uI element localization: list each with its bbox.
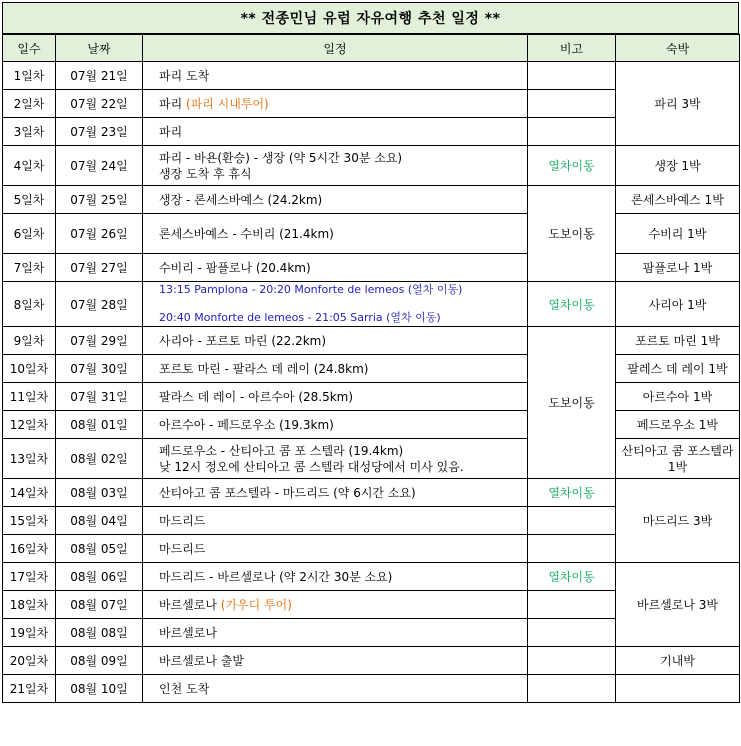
date-cell: 07월 31일: [56, 383, 143, 411]
plan-cell: 수비리 - 팜플로나 (20.4km): [143, 254, 528, 282]
itinerary-table: [2, 34, 740, 703]
date-cell: 08월 09일: [56, 647, 143, 675]
note-cell: [528, 619, 616, 647]
plan-cell: [143, 591, 528, 619]
date-cell: 07월 21일: [56, 62, 143, 90]
stay-cell: 페드로우소 1박: [616, 411, 740, 439]
table-row: [3, 146, 740, 186]
note-cell: [528, 118, 616, 146]
date-cell: 08월 08일: [56, 619, 143, 647]
itinerary: [2, 2, 739, 703]
train-line-2: 20:40 Monforte de lemeos - 21:05 Sarria (열차 이동): [159, 311, 441, 324]
plan-cell: 인천 도착: [143, 675, 528, 703]
plan-cell: 산티아고 콤 포스텔라 - 마드리드 (약 6시간 소요): [143, 479, 528, 507]
day-cell: 12일차: [3, 411, 56, 439]
table-row: [3, 479, 740, 507]
note-cell: 도보이동: [528, 186, 616, 282]
table-row: [3, 563, 740, 591]
date-cell: 07월 22일: [56, 90, 143, 118]
day-cell: 4일차: [3, 146, 56, 186]
stay-cell: 기내박: [616, 647, 740, 675]
note-cell: [528, 675, 616, 703]
day-cell: 21일차: [3, 675, 56, 703]
stay-cell: 론세스바예스 1박: [616, 186, 740, 214]
plan-highlight: (파리 시내투어): [186, 96, 269, 111]
day-cell: 8일차: [3, 282, 56, 327]
stay-cell: 사리아 1박: [616, 282, 740, 327]
plan-line-1: 파리 - 바욘(환승) - 생장 (약 5시간 30분 소요): [159, 150, 403, 165]
date-cell: 08월 03일: [56, 479, 143, 507]
date-cell: 08월 02일: [56, 439, 143, 479]
header-day: 일수: [3, 35, 56, 62]
date-cell: 07월 25일: [56, 186, 143, 214]
day-cell: 20일차: [3, 647, 56, 675]
table-row: [3, 355, 740, 383]
note-cell: [528, 535, 616, 563]
date-cell: 08월 01일: [56, 411, 143, 439]
date-cell: 07월 23일: [56, 118, 143, 146]
date-cell: 08월 07일: [56, 591, 143, 619]
table-row: [3, 439, 740, 479]
header-note: 비고: [528, 35, 616, 62]
date-cell: 07월 24일: [56, 146, 143, 186]
plan-cell: 파리 도착: [143, 62, 528, 90]
table-row: [3, 186, 740, 214]
plan-cell: 마드리드 - 바르셀로나 (약 2시간 30분 소요): [143, 563, 528, 591]
plan-cell: [143, 90, 528, 118]
note-cell: [528, 647, 616, 675]
table-row: [3, 411, 740, 439]
plan-cell: 마드리드: [143, 535, 528, 563]
date-cell: 07월 29일: [56, 327, 143, 355]
plan-line-2: 생장 도착 후 휴식: [159, 166, 252, 181]
date-cell: 07월 26일: [56, 214, 143, 254]
plan-cell: 파리: [143, 118, 528, 146]
day-cell: 6일차: [3, 214, 56, 254]
table-row: [3, 214, 740, 254]
plan-cell: 마드리드: [143, 507, 528, 535]
header-stay: 숙박: [616, 35, 740, 62]
stay-cell: [616, 439, 740, 479]
day-cell: 15일차: [3, 507, 56, 535]
plan-highlight: (가우디 투어): [220, 597, 292, 612]
header-row: [3, 35, 740, 62]
stay-cell: 마드리드 3박: [616, 479, 740, 563]
plan-cell: 바르셀로나 출발: [143, 647, 528, 675]
plan-cell: 아르수아 - 페드로우소 (19.3km): [143, 411, 528, 439]
date-cell: 07월 30일: [56, 355, 143, 383]
table-row: [3, 675, 740, 703]
date-cell: 08월 10일: [56, 675, 143, 703]
page-title: ** 전종민님 유럽 자유여행 추천 일정 **: [2, 2, 739, 34]
plan-text: 바르셀로나: [159, 597, 221, 612]
day-cell: 3일차: [3, 118, 56, 146]
train-line-1: 13:15 Pamplona - 20:20 Monforte de lemeos (열차 이동): [159, 283, 463, 296]
note-cell: [528, 90, 616, 118]
day-cell: 13일차: [3, 439, 56, 479]
day-cell: 5일차: [3, 186, 56, 214]
plan-cell: [143, 282, 528, 327]
plan-cell: [143, 439, 528, 479]
table-row: [3, 254, 740, 282]
note-cell: 열차이동: [528, 479, 616, 507]
plan-cell: 포르토 마린 - 팔라스 데 레이 (24.8km): [143, 355, 528, 383]
note-cell: [528, 591, 616, 619]
plan-line-2: 낮 12시 정오에 산티아고 콤 스텔라 대성당에서 미사 있음.: [159, 459, 464, 474]
plan-cell: 팔라스 데 레이 - 아르수아 (28.5km): [143, 383, 528, 411]
day-cell: 10일차: [3, 355, 56, 383]
date-cell: 08월 04일: [56, 507, 143, 535]
note-cell: 열차이동: [528, 146, 616, 186]
date-cell: 07월 28일: [56, 282, 143, 327]
stay-cell: 수비리 1박: [616, 214, 740, 254]
day-cell: 7일차: [3, 254, 56, 282]
stay-cell: 파리 3박: [616, 62, 740, 146]
stay-cell: [616, 675, 740, 703]
stay-cell: 아르수아 1박: [616, 383, 740, 411]
plan-cell: 바르셀로나: [143, 619, 528, 647]
stay-line-1: 산티아고 콤 포스텔라: [621, 443, 734, 458]
stay-cell: 팔레스 데 레이 1박: [616, 355, 740, 383]
plan-text: 파리: [159, 96, 186, 111]
plan-cell: 사리아 - 포르토 마린 (22.2km): [143, 327, 528, 355]
table-row: [3, 647, 740, 675]
table-row: [3, 282, 740, 327]
note-cell: [528, 507, 616, 535]
plan-cell: 론세스바예스 - 수비리 (21.4km): [143, 214, 528, 254]
stay-cell: 팜플로나 1박: [616, 254, 740, 282]
table-row: [3, 327, 740, 355]
table-row: [3, 383, 740, 411]
day-cell: 14일차: [3, 479, 56, 507]
date-cell: 08월 05일: [56, 535, 143, 563]
stay-cell: 바르셀로나 3박: [616, 563, 740, 647]
stay-cell: 생장 1박: [616, 146, 740, 186]
header-date: 날짜: [56, 35, 143, 62]
header-plan: 일정: [143, 35, 528, 62]
day-cell: 1일차: [3, 62, 56, 90]
stay-cell: 포르토 마린 1박: [616, 327, 740, 355]
note-cell: 도보이동: [528, 327, 616, 479]
stay-line-2: 1박: [667, 459, 688, 474]
plan-cell: 생장 - 론세스바예스 (24.2km): [143, 186, 528, 214]
day-cell: 16일차: [3, 535, 56, 563]
plan-line-1: 페드로우소 - 산티아고 콤 포 스텔라 (19.4km): [159, 443, 404, 458]
day-cell: 19일차: [3, 619, 56, 647]
day-cell: 9일차: [3, 327, 56, 355]
date-cell: 07월 27일: [56, 254, 143, 282]
day-cell: 17일차: [3, 563, 56, 591]
date-cell: 08월 06일: [56, 563, 143, 591]
day-cell: 18일차: [3, 591, 56, 619]
day-cell: 2일차: [3, 90, 56, 118]
day-cell: 11일차: [3, 383, 56, 411]
note-cell: 열차이동: [528, 282, 616, 327]
plan-cell: [143, 146, 528, 186]
table-row: [3, 62, 740, 90]
note-cell: [528, 62, 616, 90]
note-cell: 열차이동: [528, 563, 616, 591]
